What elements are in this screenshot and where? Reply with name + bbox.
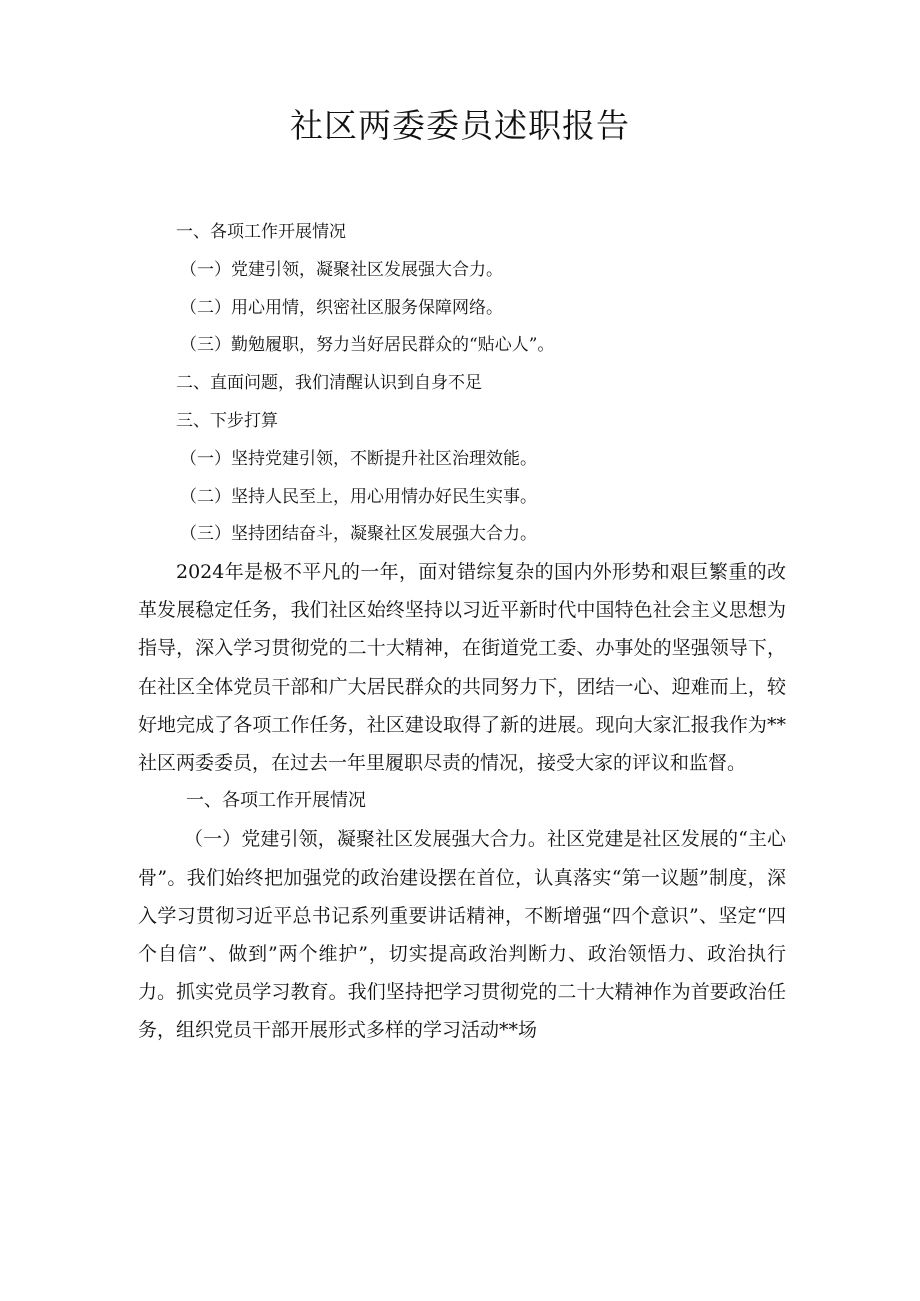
document-title: 社区两委委员述职报告: [290, 106, 630, 145]
toc-item: （一）坚持党建引领，不断提升社区治理效能。: [180, 448, 537, 469]
toc-item: 二、直面问题，我们清醒认识到自身不足: [176, 373, 482, 394]
toc-item: （三）勤勉履职，努力当好居民群众的“贴心人”。: [180, 335, 555, 356]
toc-item: （三）坚持团结奋斗，凝聚社区发展强大合力。: [180, 524, 537, 545]
toc-item: （二）用心用情，织密社区服务保障网络。: [180, 297, 503, 318]
table-of-contents: [176, 214, 816, 554]
toc-item: （一）党建引领，凝聚社区发展强大合力。: [180, 259, 503, 280]
toc-item: 一、各项工作开展情况: [176, 222, 346, 242]
section-heading: 一、各项工作开展情况: [186, 790, 366, 812]
toc-item: 三、下步打算: [176, 410, 278, 431]
document-body: [138, 553, 786, 1050]
intro-paragraph: 2024年是极不平凡的一年，面对错综复杂的国内外形势和艰巨繁重的改革发展稳定任务，我们社区始终坚持以习近平新时代中国特色社会主义思想为指导，深入学习贯彻党的二十大精神，在街道党工委、办事处的坚强领导下，在社区全体党员干部和广大居民群众的共同努力下，团结一心、迎难而上，较好地完成了各项工作任务，社区建设取得了新的进展。现向大家汇报我作为**社区两委委员，在过去一年里履职尽责的情况，接受大家的评议和监督。: [138, 561, 786, 775]
toc-item: （二）坚持人民至上，用心用情办好民生实事。: [180, 486, 537, 507]
body-paragraph: （一）党建引领，凝聚社区发展强大合力。社区党建是社区发展的“主心骨”。我们始终把加强党的政治建设摆在首位，认真落实“第一议题”制度，深入学习贯彻习近平总书记系列重要讲话精神，不断增强“四个意识”、坚定“四个自信”、做到”两个维护”，切实提高政治判断力、政治领悟力、政治执行力。抓实党员学习教育。我们坚持把学习贯彻党的二十大精神作为首要政治任务，组织党员干部开展形式多样的学习活动**场: [138, 828, 786, 1042]
